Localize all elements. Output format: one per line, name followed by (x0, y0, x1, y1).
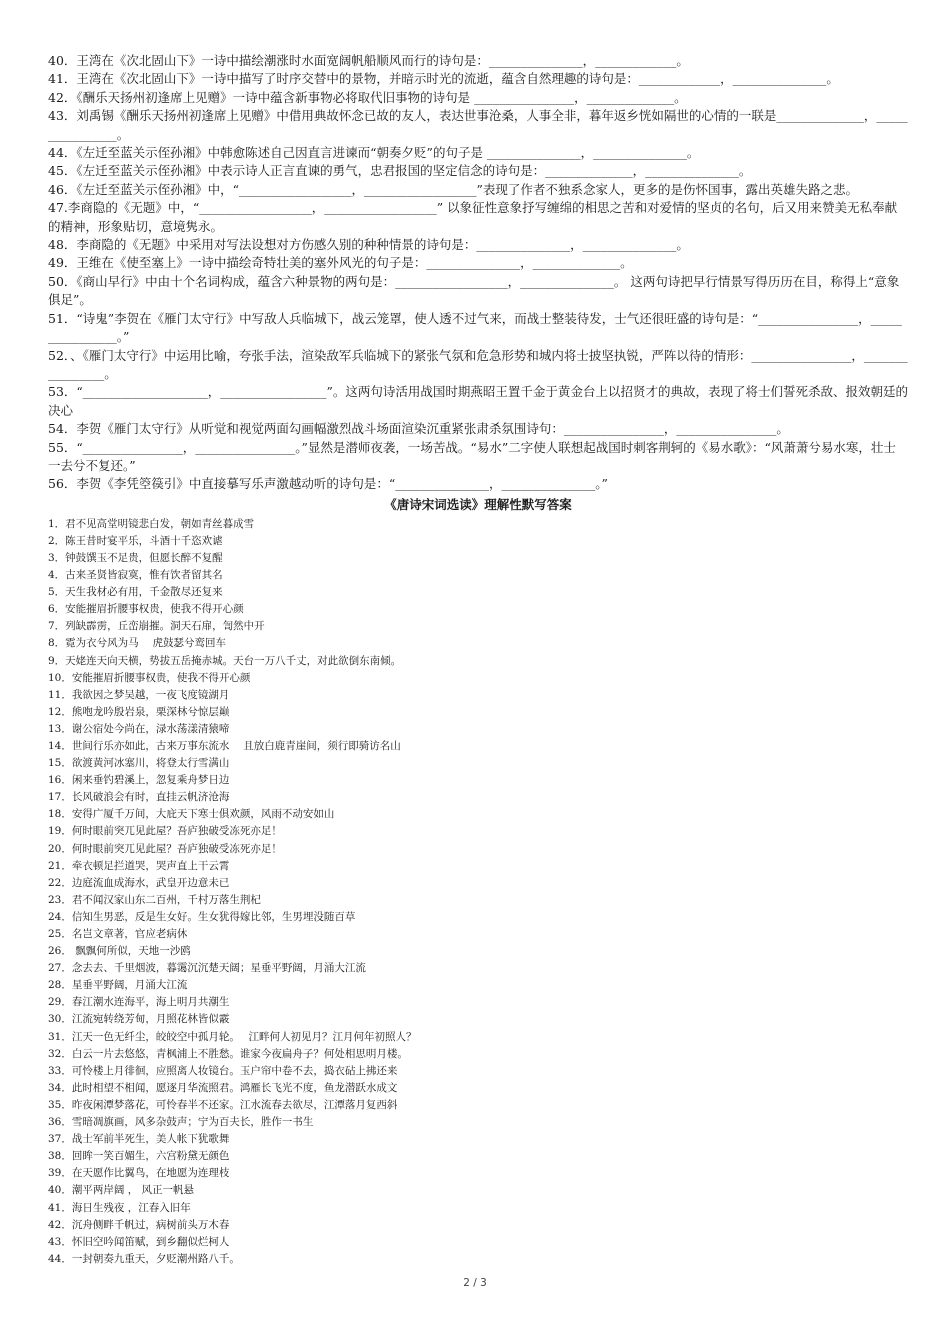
answer-item: 13．谢公宿处今尚在，渌水荡漾清猿啼 (48, 722, 230, 735)
question-item: 54．李贺《雁门太守行》从听觉和视觉两面勾画幅激烈战斗场面渲染沉重紧张肃杀氛围诗句：________________，________________。 (48, 421, 789, 437)
answer-item: 23．君不闻汉家山东二百州，千村万落生荆杞 (48, 893, 261, 906)
answer-item: 36．雪暗凋旗画，风多杂鼓声；宁为百夫长，胜作一书生 (48, 1116, 314, 1129)
page-number: 2 / 3 (463, 1277, 487, 1289)
question-item: 47.李商隐的《无题》中，“__________________，__________________” 以象征性意象抒写缠绵的相思之苦和对爱情的坚贞的名句，后又用来赞美无私奉献的精神，形象贴切，意境隽永。 (48, 200, 898, 234)
question-item: 42．《酬乐天扬州初逢席上见赠》一诗中蕴含新事物必将取代旧事物的诗句是 ________________，______________。 (48, 89, 687, 105)
answer-item: 28．星垂平野阔，月涌大江流 (48, 979, 188, 992)
question-item: 44．《左迁至蓝关示侄孙湘》中韩愈陈述自己因直言进谏而“朝奏夕贬”的句子是 _______________，_______________。 (48, 145, 700, 161)
question-item: 55．“________________，________________。”显然是潜师夜袭，一场苦战。“易水”二字使人联想起战国时刺客荆轲的《易水歌》：“风萧萧兮易水寒，壮士一去兮不复还。” (48, 439, 896, 473)
answer-item: 10．安能摧眉折腰事权贵，使我不得开心颜 (48, 671, 251, 684)
answer-item: 40．潮平两岸阔 ， 风正一帆悬 (48, 1184, 195, 1197)
answer-item: 24．信知生男恶，反是生女好。生女犹得嫁比邻，生男埋没随百草 (48, 910, 356, 923)
answer-item: 25．名岂文章著，官应老病休 (48, 928, 188, 940)
answer-item: 21．牵衣顿足拦道哭，哭声直上干云霄 (48, 859, 230, 872)
answer-item: 38．回眸一笑百媚生，六宫粉黛无颜色 (48, 1150, 230, 1163)
question-item: 49．王维在《使至塞上》一诗中描绘奇特壮美的塞外风光的句子是：_______________，______________。 (48, 255, 633, 271)
answer-item: 37．战士军前半死生，美人帐下犹歌舞 (48, 1133, 230, 1146)
answer-item: 16．闲来垂钓碧溪上，忽复乘舟梦日边 (48, 774, 230, 787)
answer-item: 30．江流宛转绕芳甸，月照花林皆似霰 (48, 1013, 230, 1026)
answer-item: 12．熊咆龙吟殷岩泉，栗深林兮惊层巅 (48, 705, 230, 718)
answer-item: 7．列缺霹雳，丘峦崩摧。洞天石扉，訇然中开 (48, 620, 265, 633)
question-item: 45．《左迁至蓝关示侄孙湘》中表示诗人正言直谏的勇气，忠君报国的坚定信念的诗句是：______________，_______________。 (48, 163, 752, 179)
document-page (48, 52, 908, 1268)
question-item: 40．王湾在《次北固山下》一诗中描绘潮涨时水面宽阔帆船顺风而行的诗句是：_______________，_____________。 (48, 53, 689, 68)
answer-item: 42．沉舟侧畔千帆过，病树前头万木春 (48, 1218, 230, 1231)
answer-item: 44．一封朝奏九重天，夕贬潮州路八千。 (48, 1252, 240, 1265)
question-item: 43．刘禹锡《酬乐天扬州初逢席上见赠》中借用典故怀念已故的友人，表达世事沧桑，人事全非，暮年返乡恍如隔世的心情的一联是______________，________________。 (48, 108, 908, 142)
question-item: 48．李商隐的《无题》中采用对写法设想对方伤感久别的种种情景的诗句是：_______________，_______________。 (48, 237, 689, 253)
question-item: 41．王湾在《次北固山下》一诗中描写了时序交替中的景物，并暗示时光的流逝，蕴含自然理趣的诗句是：_____________，_______________。 (48, 71, 839, 87)
answer-item: 43．怀旧空吟闻笛赋，到乡翻似烂柯人 (48, 1235, 230, 1248)
answer-item: 41．海日生残夜 ，江春入旧年 (48, 1201, 191, 1214)
answer-item: 26． 飘飘何所似，天地一沙鸥 (48, 945, 191, 958)
question-item: 56．李贺《李凭箜篌引》中直接摹写乐声激越动听的诗句是：“_______________，_______________。” (48, 476, 608, 492)
answer-item: 39．在天愿作比翼鸟，在地愿为连理枝 (48, 1167, 230, 1180)
answer-item: 15．欲渡黄河冰塞川，将登太行雪满山 (48, 757, 230, 770)
answer-item: 20．何时眼前突兀见此屋？吾庐独破受冻死亦足！ (48, 842, 282, 855)
answer-item: 11．我欲因之梦吴越，一夜飞度镜湖月 (48, 688, 230, 701)
answer-item: 4．古来圣贤皆寂寞，惟有饮者留其名 (48, 569, 223, 582)
question-item: 50．《商山早行》中由十个名词构成，蕴含六种景物的两句是：__________________，_______________。 这两句诗把早行情景写得历历在目，称得上“意象俱足”。 (48, 273, 900, 308)
answer-item: 2．陈王昔时宴平乐，斗酒十千恣欢谑 (48, 534, 223, 547)
question-item: 46．《左迁至蓝关示侄孙湘》中，“__________________，__________________”表现了作者不独系念家人，更多的是伤怀国事，露出英雄失路之悲。 (48, 181, 858, 197)
answer-item: 3．钟鼓馔玉不足贵，但愿长醉不复醒 (48, 551, 223, 564)
question-item: 51．“诗鬼”李贺在《雁门太守行》中写敌人兵临城下，战云笼罩，使人透不过气来，而战士整装待发，士气还很旺盛的诗句是：“________________，________________。” (48, 310, 902, 345)
answer-list (48, 516, 908, 1268)
answer-item: 33．可怜楼上月徘徊，应照离人妆镜台。玉户帘中卷不去，捣衣砧上拂还来 (48, 1064, 398, 1077)
answer-item: 5．天生我材必有用，千金散尽还复来 (48, 586, 223, 599)
answer-item: 34．此时相望不相闻，愿逐月华流照君。鸿雁长飞光不度，鱼龙潜跃水成文 (48, 1081, 398, 1094)
answer-item: 8．霓为衣兮风为马 虎鼓瑟兮鸾回车 (48, 637, 227, 650)
answer-item: 22．边庭流血成海水，武皇开边意未已 (48, 876, 230, 889)
answer-item: 19．何时眼前突兀见此屋？吾庐独破受冻死亦足！ (48, 825, 282, 838)
answer-item: 31．江天一色无纤尘，皎皎空中孤月轮。 江畔何人初见月？江月何年初照人？ (48, 1030, 417, 1043)
answer-item: 17．长风破浪会有时，直挂云帆济沧海 (48, 791, 230, 804)
answer-item: 32．白云一片去悠悠，青枫浦上不胜愁。谁家今夜扁舟子？何处相思明月楼。 (48, 1047, 408, 1060)
answer-item: 27．念去去、千里烟波，暮霭沉沉楚天阔；星垂平野阔，月涌大江流 (48, 962, 366, 975)
answer-item: 29．春江潮水连海平，海上明月共潮生 (48, 996, 230, 1009)
answer-item: 1．君不见高堂明镜悲白发，朝如青丝暮成雪 (48, 517, 255, 530)
answer-item: 9．天姥连天向天横，势拔五岳掩赤城。天台一万八千丈，对此欲倒东南倾。 (48, 654, 402, 667)
answer-item: 35．昨夜闲潭梦落花，可怜春半不还家。江水流春去欲尽，江潭落月复西斜 (48, 1098, 398, 1111)
question-item: 53．“____________________，_________________”。这两句诗活用战国时期燕昭王置千金于黄金台上以招贤才的典故，表现了将士们誓死杀敌、报效朝廷的决心 (48, 384, 908, 418)
answer-item: 18．安得广厦千万间，大庇天下寒士俱欢颜，风雨不动安如山 (48, 808, 335, 821)
question-item: 52．、《雁门太守行》中运用比喻，夸张手法，渲染敌军兵临城下的紧张气氛和危急形势和城内将士披坚执锐，严阵以待的情形：________________，________________。 (48, 347, 908, 381)
question-list (48, 52, 908, 494)
answer-item: 6．安能摧眉折腰事权贵，使我不得开心颜 (48, 603, 244, 616)
answers-heading: 《唐诗宋词选读》理解性默写答案 (384, 496, 572, 512)
answer-item: 14．世间行乐亦如此，古来万事东流水 且放白鹿青崖间，须行即骑访名山 (48, 739, 401, 752)
